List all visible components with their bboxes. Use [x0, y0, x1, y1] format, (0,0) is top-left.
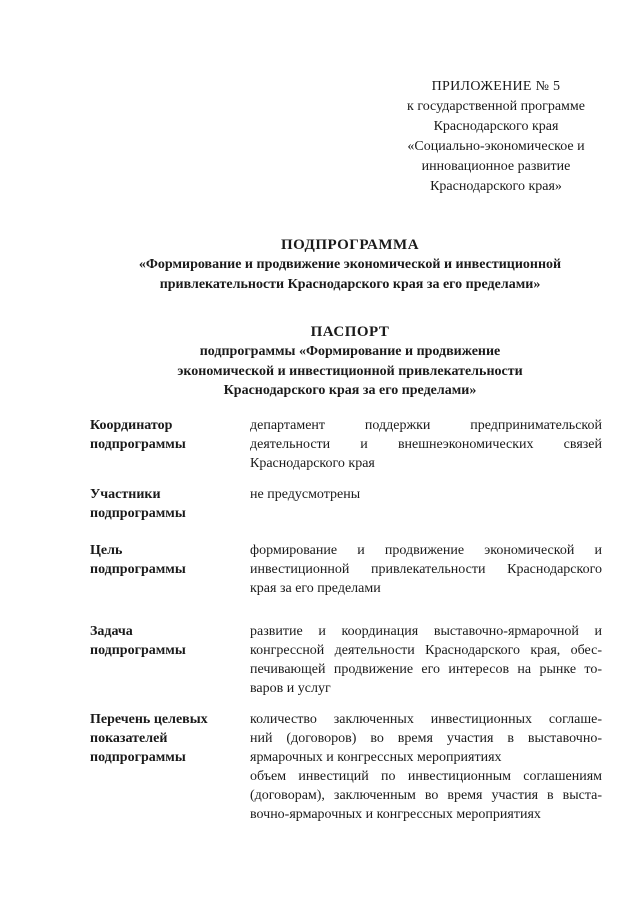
subprogram-heading: ПОДПРОГРАММА — [280, 237, 420, 253]
appendix-line: Краснодарского края — [433, 119, 559, 134]
row-value-line: формирование и продвижение экономической и — [250, 543, 602, 558]
row-value — [250, 416, 602, 473]
row-value-line: инвестиционной привлекательности Краснодарского — [250, 562, 602, 577]
row-label-line: подпрограммы — [90, 437, 186, 452]
row-label-line: подпрограммы — [90, 506, 186, 521]
appendix-header — [370, 77, 622, 197]
subprogram-title — [100, 235, 600, 294]
row-value-line: края за его пределами — [250, 581, 381, 596]
appendix-line: инновационное развитие — [421, 159, 571, 174]
passport-title — [100, 322, 600, 401]
passport-subtitle-line: Краснодарского края за его пределами» — [223, 383, 477, 398]
appendix-line: Краснодарского края» — [430, 179, 562, 194]
row-label-line: показателей — [90, 731, 168, 746]
row-value-line: ярмарочных и конгрессных мероприятиях — [250, 750, 502, 765]
row-value — [250, 710, 602, 824]
row-value-line: Краснодарского края — [250, 456, 375, 471]
row-label — [90, 541, 240, 579]
row-value — [250, 622, 602, 698]
row-value-line: деятельности и внешнеэкономических связей — [250, 437, 602, 452]
passport-subtitle-line: подпрограммы «Формирование и продвижение — [199, 344, 501, 359]
row-label-line: Перечень целевых — [90, 712, 208, 727]
row-label — [90, 485, 240, 523]
row-label-line: подпрограммы — [90, 750, 186, 765]
row-label-line: Задача — [90, 624, 133, 639]
row-label-line: подпрограммы — [90, 562, 186, 577]
row-label-line: подпрограммы — [90, 643, 186, 658]
row-value-line: вочно-ярмарочных и конгрессных мероприятиях — [250, 807, 541, 822]
row-label — [90, 622, 240, 660]
subprogram-subtitle-line: «Формирование и продвижение экономической и инвестиционной — [138, 257, 562, 272]
row-value-line: объем инвестиций по инвестиционным соглашениям — [250, 769, 602, 784]
row-label — [90, 710, 240, 767]
row-value-line: развитие и координация выставочно-ярмарочной и — [250, 624, 602, 639]
row-value — [250, 485, 602, 504]
row-value-line: департамент поддержки предпринимательской — [250, 418, 602, 433]
row-value-line: печивающей продвижение его интересов на рынке то- — [250, 662, 602, 677]
row-label-line: Координатор — [90, 418, 173, 433]
row-value-line: конгрессной деятельности Краснодарского края, обес- — [250, 643, 602, 658]
row-label — [90, 416, 240, 454]
row-label-line: Цель — [90, 543, 123, 558]
passport-heading: ПАСПОРТ — [310, 324, 390, 340]
row-value-line: количество заключенных инвестиционных соглаше- — [250, 712, 602, 727]
row-value-line: (договорам), заключенным во время участия в выста- — [250, 788, 602, 803]
row-label-line: Участники — [90, 487, 161, 502]
row-value-line: не предусмотрены — [250, 487, 361, 502]
appendix-line: к государственной программе — [407, 99, 585, 114]
row-value-line: ний (договоров) во время участия в выставочно- — [250, 731, 602, 746]
appendix-line: «Социально-экономическое и — [407, 139, 585, 154]
subprogram-subtitle-line: привлекательности Краснодарского края за его пределами» — [159, 276, 541, 292]
row-value-line: варов и услуг — [250, 681, 331, 696]
appendix-heading: ПРИЛОЖЕНИЕ № 5 — [431, 79, 561, 94]
row-value — [250, 541, 602, 598]
passport-subtitle-line: экономической и инвестиционной привлекательности — [177, 363, 523, 379]
